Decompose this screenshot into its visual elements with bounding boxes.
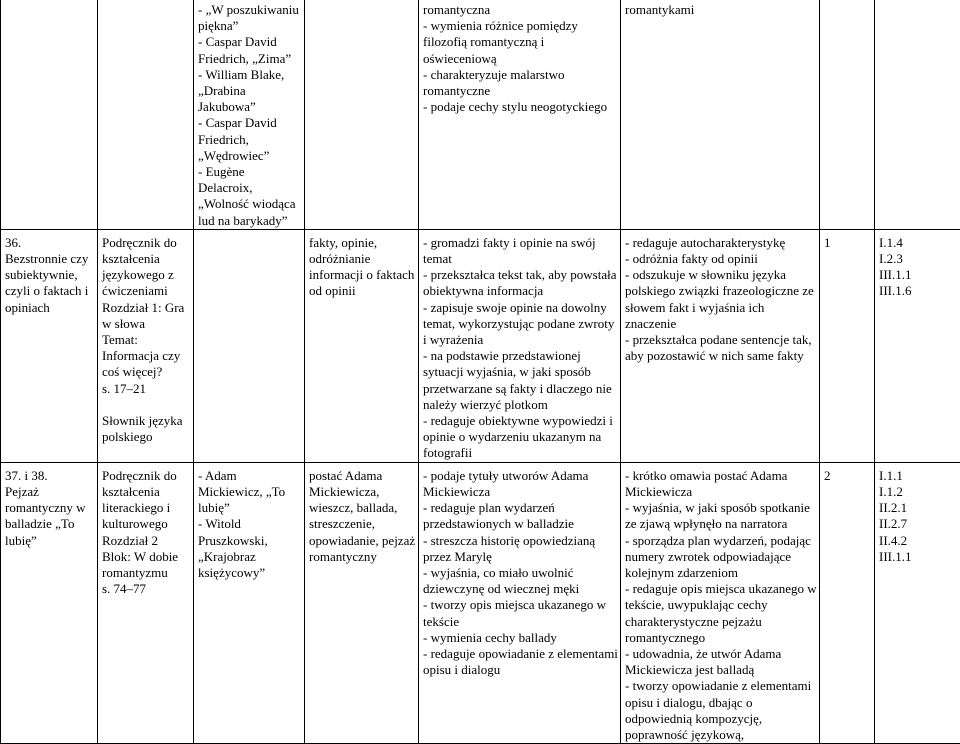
curriculum-cell: I.1.4 I.2.3 III.1.1 III.1.6	[875, 229, 960, 462]
basic-requirements-cell: romantyczna - wymienia różnice pomiędzy filozofią romantyczną i oświeceniową - charakteryzuje malarstwo romantyczne - podaje cechy stylu neogotyckiego	[419, 0, 621, 229]
materials-cell: Podręcznik do kształcenia literackiego i kulturowego Rozdział 2 Blok: W dobie romantyzmu s. 74–77	[98, 462, 194, 743]
table-row	[1, 462, 960, 743]
concepts-cell	[305, 0, 419, 229]
concepts-cell: postać Adama Mickiewicza, wieszcz, ballada, streszczenie, opowiadanie, pejzaż romantyczny	[305, 462, 419, 743]
materials-cell	[98, 0, 194, 229]
basic-requirements-cell: - gromadzi fakty i opinie na swój temat - przekształca tekst tak, aby powstała obiektywna informacja - zapisuje swoje opinie na dowolny temat, wykorzystując podane zwroty i wyrażenia - na podstawie przedstawionej sytuacji wyjaśnia, w jaki sposób przetwarzane są fakty i dlaczego nie należy wierzyć plotkom - redaguje obiektywne wypowiedzi i opinie o wydarzeniu ukazanym na fotografii	[419, 229, 621, 462]
lesson-cell	[1, 0, 98, 229]
extended-requirements-cell: romantykami	[621, 0, 820, 229]
concepts-cell: fakty, opinie, odróżnianie informacji o faktach od opinii	[305, 229, 419, 462]
curriculum-cell	[875, 0, 960, 229]
table-row	[1, 229, 960, 462]
hours-cell: 2	[820, 462, 875, 743]
basic-requirements-cell: - podaje tytuły utworów Adama Mickiewicza - redaguje plan wydarzeń przedstawionych w balladzie - streszcza historię opowiedzianą przez Marylę - wyjaśnia, co miało uwolnić dziewczynę od wiecznej męki - tworzy opis miejsca ukazanego w tekście - wymienia cechy ballady - redaguje opowiadanie z elementami opisu i dialogu	[419, 462, 621, 743]
texts-cell: - Adam Mickiewicz, „To lubię” - Witold Pruszkowski, „Krajobraz księżycowy”	[194, 462, 305, 743]
hours-cell	[820, 0, 875, 229]
materials-cell: Podręcznik do kształcenia językowego z ćwiczeniami Rozdział 1: Gra w słowa Temat: Informacja czy coś więcej? s. 17–21 Słownik języka polskiego	[98, 229, 194, 462]
lesson-cell: 36. Bezstronnie czy subiektywnie, czyli o faktach i opiniach	[1, 229, 98, 462]
hours-cell: 1	[820, 229, 875, 462]
texts-cell	[194, 229, 305, 462]
extended-requirements-cell: - krótko omawia postać Adama Mickiewicza - wyjaśnia, w jaki sposób spotkanie ze zjawą wpłynęło na narratora - sporządza plan wydarzeń, podając numery zwrotek odpowiadające kolejnym zdarzeniom - redaguje opis miejsca ukazanego w tekście, uwypuklając cechy charakterystyczne pejzażu romantycznego - udowadnia, że utwór Adama Mickiewicza jest balladą - tworzy opowiadanie z elementami opisu i dialogu, dbając o odpowiednią kompozycję, poprawność językową,	[621, 462, 820, 743]
curriculum-cell: I.1.1 I.1.2 II.2.1 II.2.7 II.4.2 III.1.1	[875, 462, 960, 743]
table-row	[1, 0, 960, 229]
lesson-cell: 37. i 38. Pejzaż romantyczny w balladzie „To lubię”	[1, 462, 98, 743]
extended-requirements-cell: - redaguje autocharakterystykę - odróżnia fakty od opinii - odszukuje w słowniku języka polskiego związki frazeologiczne ze słowem fakt i wyjaśnia ich znaczenie - przekształca podane sentencje tak, aby pozostawić w nich same fakty	[621, 229, 820, 462]
texts-cell: - „W poszukiwaniu piękna” - Caspar David Friedrich, „Zima” - William Blake, „Drabina Jakubowa” - Caspar David Friedrich, „Wędrowiec” - Eugène Delacroix, „Wolność wiodąca lud na barykady”	[194, 0, 305, 229]
